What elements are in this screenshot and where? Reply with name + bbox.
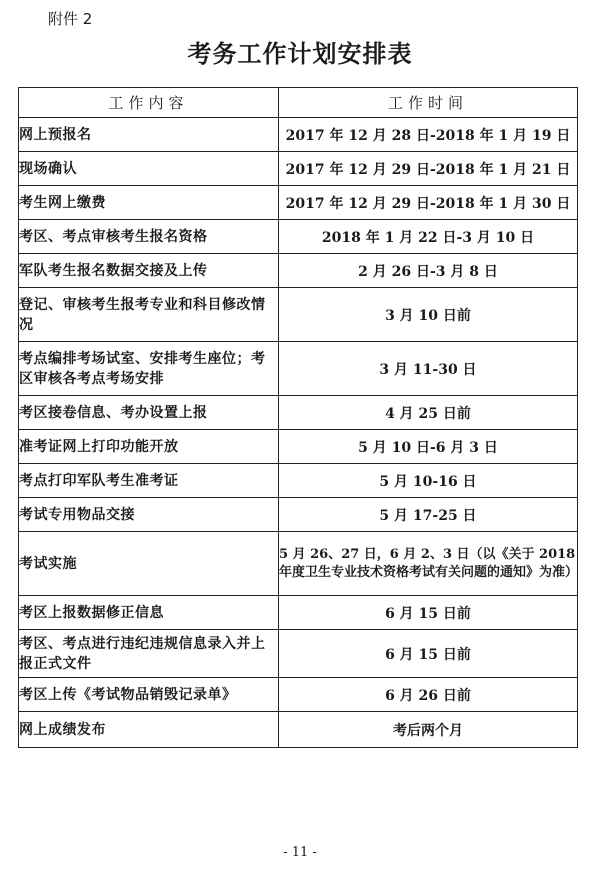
page-number: - 11 -	[283, 845, 317, 860]
task-cell: 现场确认	[19, 152, 279, 186]
table-row	[19, 630, 578, 678]
task-cell: 考试实施	[19, 532, 279, 596]
task-cell: 登记、审核考生报考专业和科目修改情况	[19, 288, 279, 342]
task-cell: 网上成绩发布	[19, 712, 279, 748]
task-cell: 考点打印军队考生准考证	[19, 464, 279, 498]
time-cell: 5 月 10-16 日	[279, 464, 578, 498]
time-cell: 2017 年 12 月 29 日-2018 年 1 月 30 日	[279, 186, 578, 220]
table-row	[19, 678, 578, 712]
time-cell: 4 月 25 日前	[279, 396, 578, 430]
task-cell: 考区上报数据修正信息	[19, 596, 279, 630]
time-cell: 考后两个月	[279, 712, 578, 748]
table-row	[19, 288, 578, 342]
time-cell: 2017 年 12 月 28 日-2018 年 1 月 19 日	[279, 118, 578, 152]
time-cell: 6 月 15 日前	[279, 596, 578, 630]
table-row	[19, 498, 578, 532]
task-cell: 考生网上缴费	[19, 186, 279, 220]
table-row	[19, 186, 578, 220]
time-cell: 2 月 26 日-3 月 8 日	[279, 254, 578, 288]
attachment-label: 附件 2	[48, 10, 93, 28]
time-cell: 6 月 15 日前	[279, 630, 578, 678]
time-cell: 5 月 17-25 日	[279, 498, 578, 532]
task-cell: 考区、考点进行违纪违规信息录入并上报正式文件	[19, 630, 279, 678]
table-row	[19, 532, 578, 596]
time-cell: 6 月 26 日前	[279, 678, 578, 712]
time-cell: 5 月 26、27 日，6 月 2、3 日（以《关于 2018 年度卫生专业技术资格考试有关问题的通知》为准）	[279, 532, 578, 596]
table-row	[19, 396, 578, 430]
task-cell: 考点编排考场试室、安排考生座位；考区审核各考点考场安排	[19, 342, 279, 396]
time-cell: 5 月 10 日-6 月 3 日	[279, 430, 578, 464]
table-row	[19, 596, 578, 630]
task-cell: 网上预报名	[19, 118, 279, 152]
task-cell: 考区接卷信息、考办设置上报	[19, 396, 279, 430]
table-row	[19, 118, 578, 152]
schedule-table	[18, 87, 578, 748]
table-header-row	[19, 88, 578, 118]
table-row	[19, 464, 578, 498]
task-cell: 考区、考点审核考生报名资格	[19, 220, 279, 254]
time-cell: 3 月 10 日前	[279, 288, 578, 342]
table-row	[19, 254, 578, 288]
task-cell: 考试专用物品交接	[19, 498, 279, 532]
task-cell: 准考证网上打印功能开放	[19, 430, 279, 464]
task-cell: 考区上传《考试物品销毁记录单》	[19, 678, 279, 712]
table-row	[19, 712, 578, 748]
time-cell: 2017 年 12 月 29 日-2018 年 1 月 21 日	[279, 152, 578, 186]
column-header-task: 工作内容	[19, 88, 279, 118]
task-cell: 军队考生报名数据交接及上传	[19, 254, 279, 288]
column-header-time: 工作时间	[279, 88, 578, 118]
time-cell: 3 月 11-30 日	[279, 342, 578, 396]
document-title: 考务工作计划安排表	[187, 39, 413, 68]
time-cell: 2018 年 1 月 22 日-3 月 10 日	[279, 220, 578, 254]
table-row	[19, 220, 578, 254]
table-row	[19, 430, 578, 464]
table-row	[19, 152, 578, 186]
table-row	[19, 342, 578, 396]
